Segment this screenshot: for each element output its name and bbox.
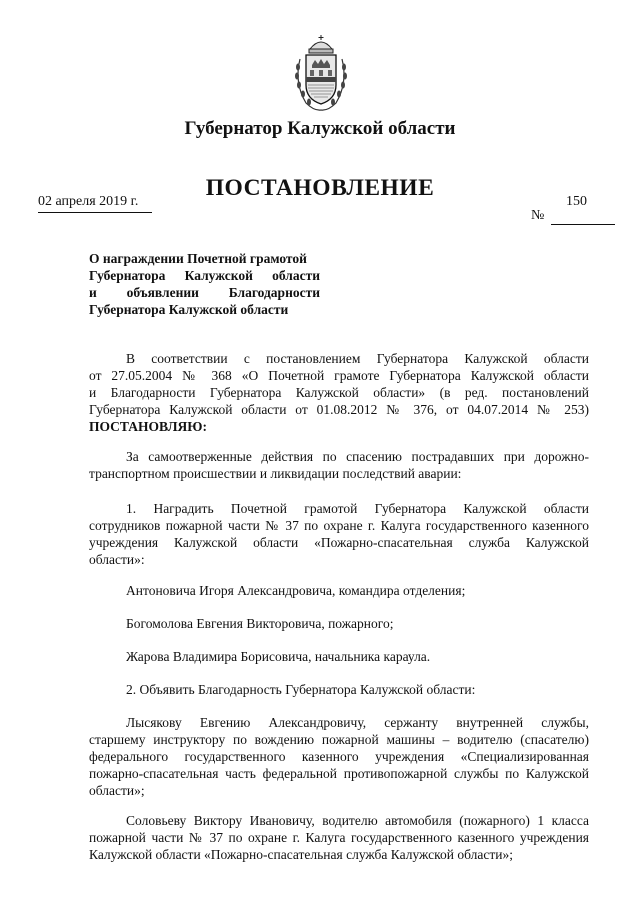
subject-line: Губернатора Калужской области: [89, 268, 320, 283]
kaluga-coat-of-arms-icon: [292, 33, 350, 113]
issuer-title: Губернатор Калужской области: [184, 118, 456, 139]
item-2-line: пожарно-спасательная часть федеральной противопожарной службы по Калужской: [89, 766, 589, 781]
awardee-3: Жарова Владимира Борисовича, начальника караула.: [126, 649, 431, 664]
item-1-line: 1. Наградить Почетной грамотой Губернатора Калужской области: [126, 501, 589, 516]
item-1-paragraph: [89, 500, 589, 568]
item-1-line: учреждения Калужской области «Пожарно-спасательная служба Калужской: [89, 535, 589, 550]
item-2-title: 2. Объявить Благодарность Губернатора Калужской области:: [126, 682, 476, 697]
resolve-word: ПОСТАНОВЛЯЮ:: [89, 419, 207, 434]
awardee-1: Антоновича Игоря Александровича, командира отделения;: [126, 583, 466, 598]
awardee-2: Богомолова Евгения Викторовича, пожарного;: [126, 616, 394, 631]
document-date: 02 апреля 2019 г.: [38, 194, 152, 213]
document-number: 150: [566, 194, 587, 209]
item-2-paragraph-1: [89, 714, 589, 799]
preamble-line: Губернатора Калужской области от 01.08.2012 № 376, от 04.07.2014 № 253): [89, 402, 589, 417]
preamble-paragraph: [89, 350, 589, 435]
reason-paragraph: [89, 448, 589, 482]
subject-line: и объявлении Благодарности: [89, 285, 320, 300]
item-1-line: области»:: [89, 552, 145, 567]
number-sign: №: [531, 208, 545, 223]
item-2-line: Лысякову Евгению Александровичу, сержанту внутренней службы,: [126, 715, 589, 730]
item-2-line: старшему инструктору по вождению пожарной машины – водителю (спасателю): [89, 732, 589, 747]
subject-line: Губернатора Калужской области: [89, 302, 289, 317]
item-2-line: области»;: [89, 783, 145, 798]
item-2-line: пожарной части № 37 по охране г. Калуга государственного казенного учреждения: [89, 830, 589, 845]
item-1-line: сотрудников пожарной части № 37 по охране г. Калуга государственного казенного: [89, 518, 589, 533]
item-2-line: Соловьеву Виктору Ивановичу, водителю автомобиля (пожарного) 1 класса: [126, 813, 589, 828]
reason-line: транспортном происшествии и ликвидации последствий аварии:: [89, 466, 462, 481]
subject-line: О награждении Почетной грамотой: [89, 251, 307, 266]
preamble-line: от 27.05.2004 № 368 «О Почетной грамоте Губернатора Калужской области: [89, 368, 589, 383]
reason-line: За самоотверженные действия по спасению пострадавших при дорожно-: [126, 449, 589, 464]
preamble-line: В соответствии с постановлением Губернатора Калужской области: [126, 351, 589, 366]
document-type-title: ПОСТАНОВЛЕНИЕ: [205, 175, 435, 201]
number-underline: [551, 224, 615, 225]
preamble-line: и Благодарности Губернатора Калужской области» (в ред. постановлений: [89, 385, 589, 400]
document-subject: [89, 250, 320, 318]
item-2-line: федерального государственного казенного учреждения «Специализированная: [89, 749, 589, 764]
item-2-line: Калужской области «Пожарно-спасательная служба Калужской области»;: [89, 847, 513, 862]
item-2-paragraph-2: [89, 812, 589, 863]
